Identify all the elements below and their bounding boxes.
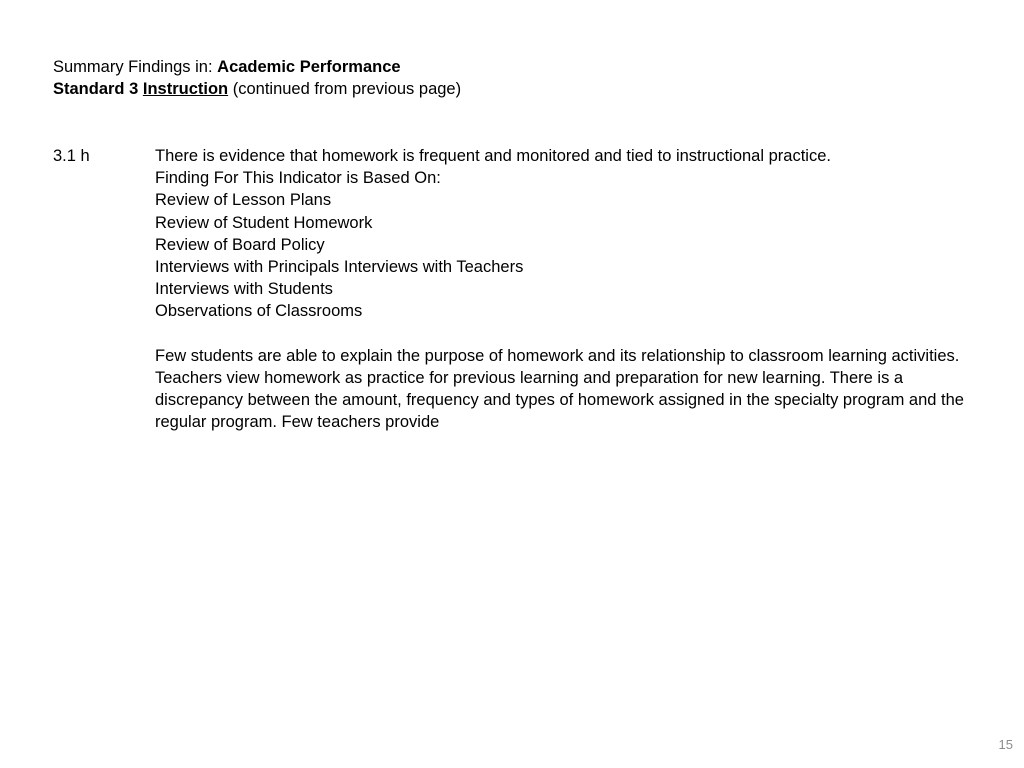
indicator-id: 3.1 h	[53, 147, 90, 165]
standard-line	[53, 78, 461, 100]
evidence-list	[155, 189, 995, 322]
indicator-statement: There is evidence that homework is frequent and monitored and tied to instructional practice.	[155, 147, 831, 165]
standard-note: (continued from previous page)	[232, 80, 462, 99]
evidence-item: Observations of Classrooms	[155, 302, 363, 321]
evidence-item: Interviews with Students	[155, 280, 333, 299]
evidence-item: Interviews with Principals Interviews with Teachers	[155, 258, 524, 277]
summary-prefix: Summary Findings in:	[53, 58, 213, 76]
basis-heading: Finding For This Indicator is Based On:	[155, 169, 441, 188]
evidence-item: Review of Board Policy	[155, 235, 325, 254]
standard-name: Instruction	[142, 80, 229, 99]
evidence-item: Review of Lesson Plans	[155, 191, 332, 210]
summary-line	[53, 56, 461, 78]
page-number: 15	[998, 736, 1013, 752]
finding-paragraph: Few students are able to explain the purpose of homework and its relationship to classroom learning activities. Teachers view homework as practice for previous learning and preparation for new learning. There is a discrepancy between the amount, frequency and types of homework assigned in the specialty program and the regular program. Few teachers provide	[155, 346, 964, 432]
summary-area: Academic Performance	[217, 58, 401, 76]
slide-header	[53, 56, 461, 100]
standard-label: Standard 3	[53, 80, 139, 99]
evidence-item: Review of Student Homework	[155, 213, 373, 232]
indicator-body	[155, 145, 995, 434]
